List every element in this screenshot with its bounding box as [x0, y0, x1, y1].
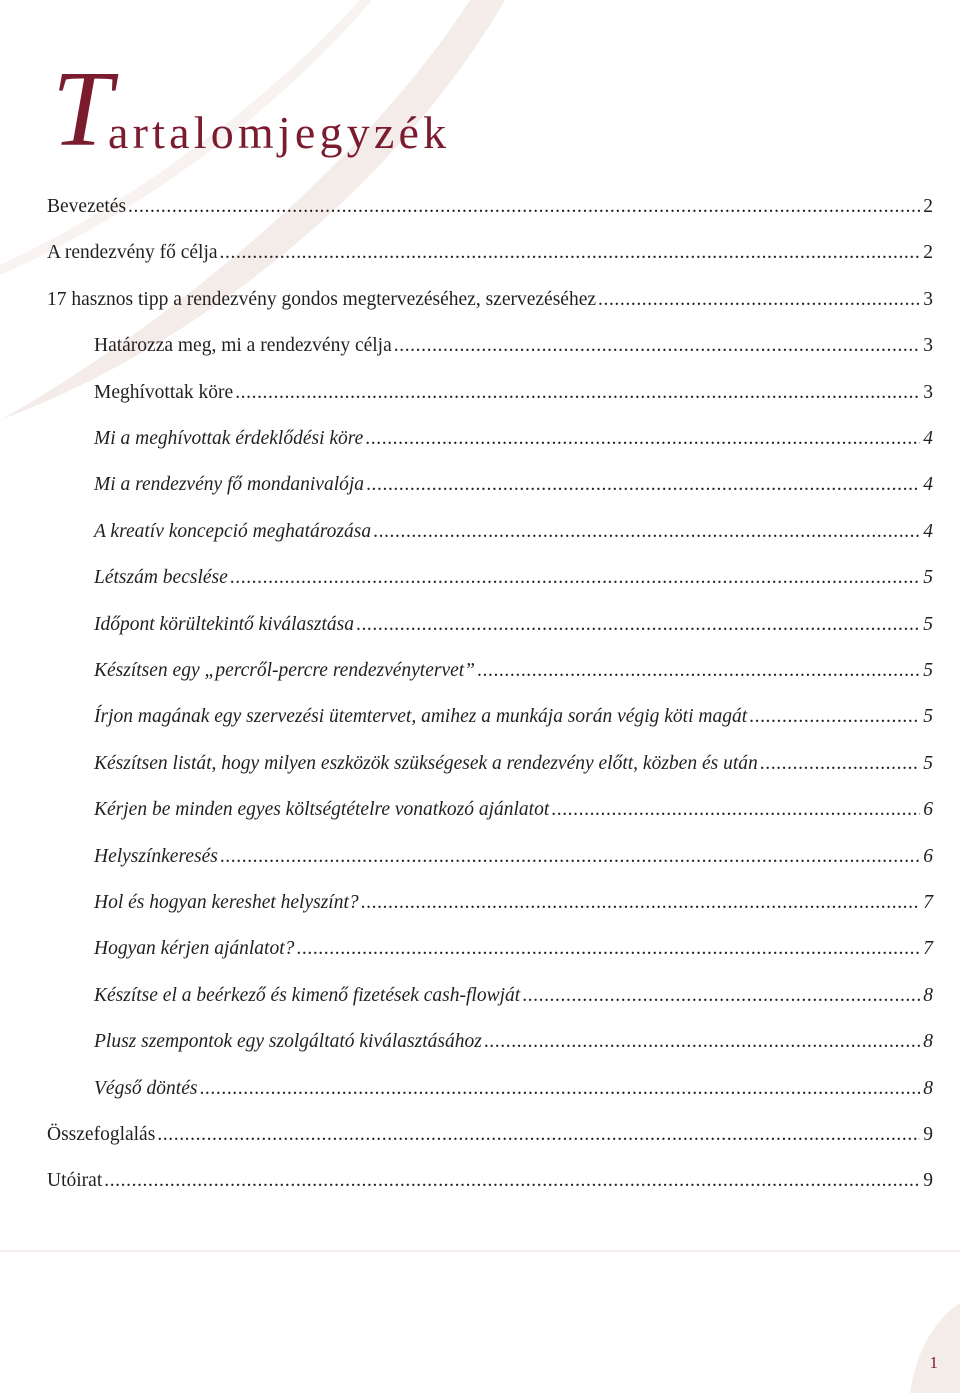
- toc-entry-page: 6: [923, 799, 933, 821]
- toc-entry-title: Mi a meghívottak érdeklődési köre: [94, 428, 364, 449]
- toc-entry-page: 4: [923, 520, 933, 542]
- toc-entry[interactable]: [94, 656, 933, 686]
- toc-entry-page: 9: [923, 1170, 933, 1192]
- toc-entry-page: 9: [923, 1124, 933, 1145]
- toc-entry-page: 4: [923, 428, 933, 449]
- toc-dot-leader: [484, 1027, 920, 1057]
- toc-entry-title: Készítse el a beérkező és kimenő fizetések cash-flowját: [94, 984, 521, 1006]
- toc-entry-page: 4: [923, 474, 933, 496]
- toc-entry[interactable]: [94, 517, 933, 547]
- toc-entry-page: 3: [923, 288, 933, 310]
- background-swoosh-bottom: [900, 1303, 960, 1393]
- page-number: 1: [929, 1353, 938, 1372]
- toc-entry-page: 3: [923, 335, 933, 357]
- toc-entry-title: Készítsen listát, hogy milyen eszközök szükségesek a rendezvény előtt, közben és után: [94, 752, 758, 774]
- toc-entry[interactable]: [94, 842, 933, 872]
- toc-entry-page: 7: [923, 892, 933, 913]
- toc-entry-page: 5: [923, 706, 933, 728]
- toc-entry[interactable]: [94, 378, 933, 408]
- toc-entry-title: Utóirat: [47, 1170, 103, 1192]
- toc-entry-title: A kreatív koncepció meghatározása: [94, 520, 372, 542]
- toc-entry-title: 17 hasznos tipp a rendezvény gondos megtervezéséhez, szervezéséhez: [47, 288, 596, 310]
- background-divider: [0, 1250, 960, 1252]
- toc-entry-title: Összefoglalás: [47, 1124, 156, 1145]
- toc-dot-leader: [373, 517, 920, 547]
- toc-dot-leader: [760, 749, 921, 779]
- toc-dot-leader: [394, 331, 921, 361]
- toc-entry-title: Helyszínkeresés: [94, 845, 218, 867]
- toc-dot-leader: [104, 1166, 920, 1196]
- toc-dot-leader: [157, 1120, 920, 1150]
- toc-entry[interactable]: [94, 981, 933, 1011]
- toc-entry-title: Írjon magának egy szervezési ütemtervet, amihez a munkája során végig köti magát: [94, 706, 748, 728]
- page-title-text: artalomjegyzék: [108, 107, 451, 158]
- toc-dot-leader: [356, 610, 920, 640]
- toc-entry[interactable]: [94, 424, 933, 454]
- toc-dot-leader: [128, 192, 920, 222]
- toc-dot-leader: [296, 934, 920, 964]
- page-title-initial: T: [52, 50, 113, 169]
- toc-entry-title: Plusz szempontok egy szolgáltató kiválasztásához: [94, 1031, 482, 1053]
- toc-dot-leader: [551, 795, 920, 825]
- toc-entry[interactable]: [94, 610, 933, 640]
- toc-entry[interactable]: [47, 1120, 933, 1150]
- toc-entry-title: Bevezetés: [47, 196, 127, 217]
- toc-dot-leader: [220, 842, 920, 872]
- toc-entry-title: Határozza meg, mi a rendezvény célja: [94, 335, 392, 357]
- toc-entry-page: 8: [923, 1031, 933, 1053]
- toc-entry-title: Időpont körültekintő kiválasztása: [94, 613, 354, 635]
- toc-entry-title: Végső döntés: [94, 1077, 198, 1099]
- toc-entry[interactable]: [94, 702, 933, 732]
- toc-entry-title: Mi a rendezvény fő mondanivalója: [94, 474, 365, 496]
- toc-entry-page: 5: [923, 567, 933, 589]
- toc-entry[interactable]: [47, 192, 933, 222]
- toc-entry-page: 2: [923, 196, 933, 217]
- toc-entry[interactable]: [94, 1027, 933, 1057]
- toc-dot-leader: [361, 888, 921, 918]
- toc-entry[interactable]: [47, 1166, 933, 1196]
- toc-dot-leader: [598, 285, 920, 315]
- toc-entry[interactable]: [94, 795, 933, 825]
- toc-dot-leader: [220, 238, 921, 268]
- toc-dot-leader: [749, 702, 920, 732]
- toc-entry-title: Meghívottak köre: [94, 381, 234, 403]
- toc-dot-leader: [235, 378, 920, 408]
- toc-entry[interactable]: [94, 470, 933, 500]
- toc-entry[interactable]: [94, 331, 933, 361]
- toc-entry[interactable]: [47, 285, 933, 315]
- toc-entry-page: 3: [923, 381, 933, 403]
- toc-dot-leader: [230, 563, 920, 593]
- toc-entry[interactable]: [47, 238, 933, 268]
- toc-entry[interactable]: [94, 888, 933, 918]
- toc-entry-page: 6: [923, 845, 933, 867]
- toc-entry-page: 5: [923, 752, 933, 774]
- toc-entry-title: Létszám becslése: [94, 567, 228, 589]
- toc-entry-title: Készítsen egy „percről-percre rendezvénytervet”: [94, 660, 476, 681]
- toc-entry[interactable]: [94, 563, 933, 593]
- toc-entry-page: 5: [923, 660, 933, 681]
- toc-entry-page: 5: [923, 613, 933, 635]
- toc-entry-title: Hol és hogyan kereshet helyszínt?: [94, 892, 359, 913]
- toc-dot-leader: [365, 424, 920, 454]
- toc-dot-leader: [477, 656, 920, 686]
- toc-entry[interactable]: [94, 934, 933, 964]
- toc-dot-leader: [199, 1074, 920, 1104]
- toc-entry-title: A rendezvény fő célja: [47, 242, 218, 264]
- toc-dot-leader: [366, 470, 920, 500]
- toc-entry-page: 8: [923, 984, 933, 1006]
- toc-entry-page: 2: [923, 242, 933, 264]
- toc-entry-page: 7: [923, 938, 933, 960]
- toc-entry-page: 8: [923, 1077, 933, 1099]
- toc-entry-title: Kérjen be minden egyes költségtételre vonatkozó ajánlatot: [94, 799, 550, 821]
- toc-entry[interactable]: [94, 749, 933, 779]
- toc-dot-leader: [522, 981, 920, 1011]
- toc-entry[interactable]: [94, 1074, 933, 1104]
- toc-entry-title: Hogyan kérjen ajánlatot?: [94, 938, 295, 960]
